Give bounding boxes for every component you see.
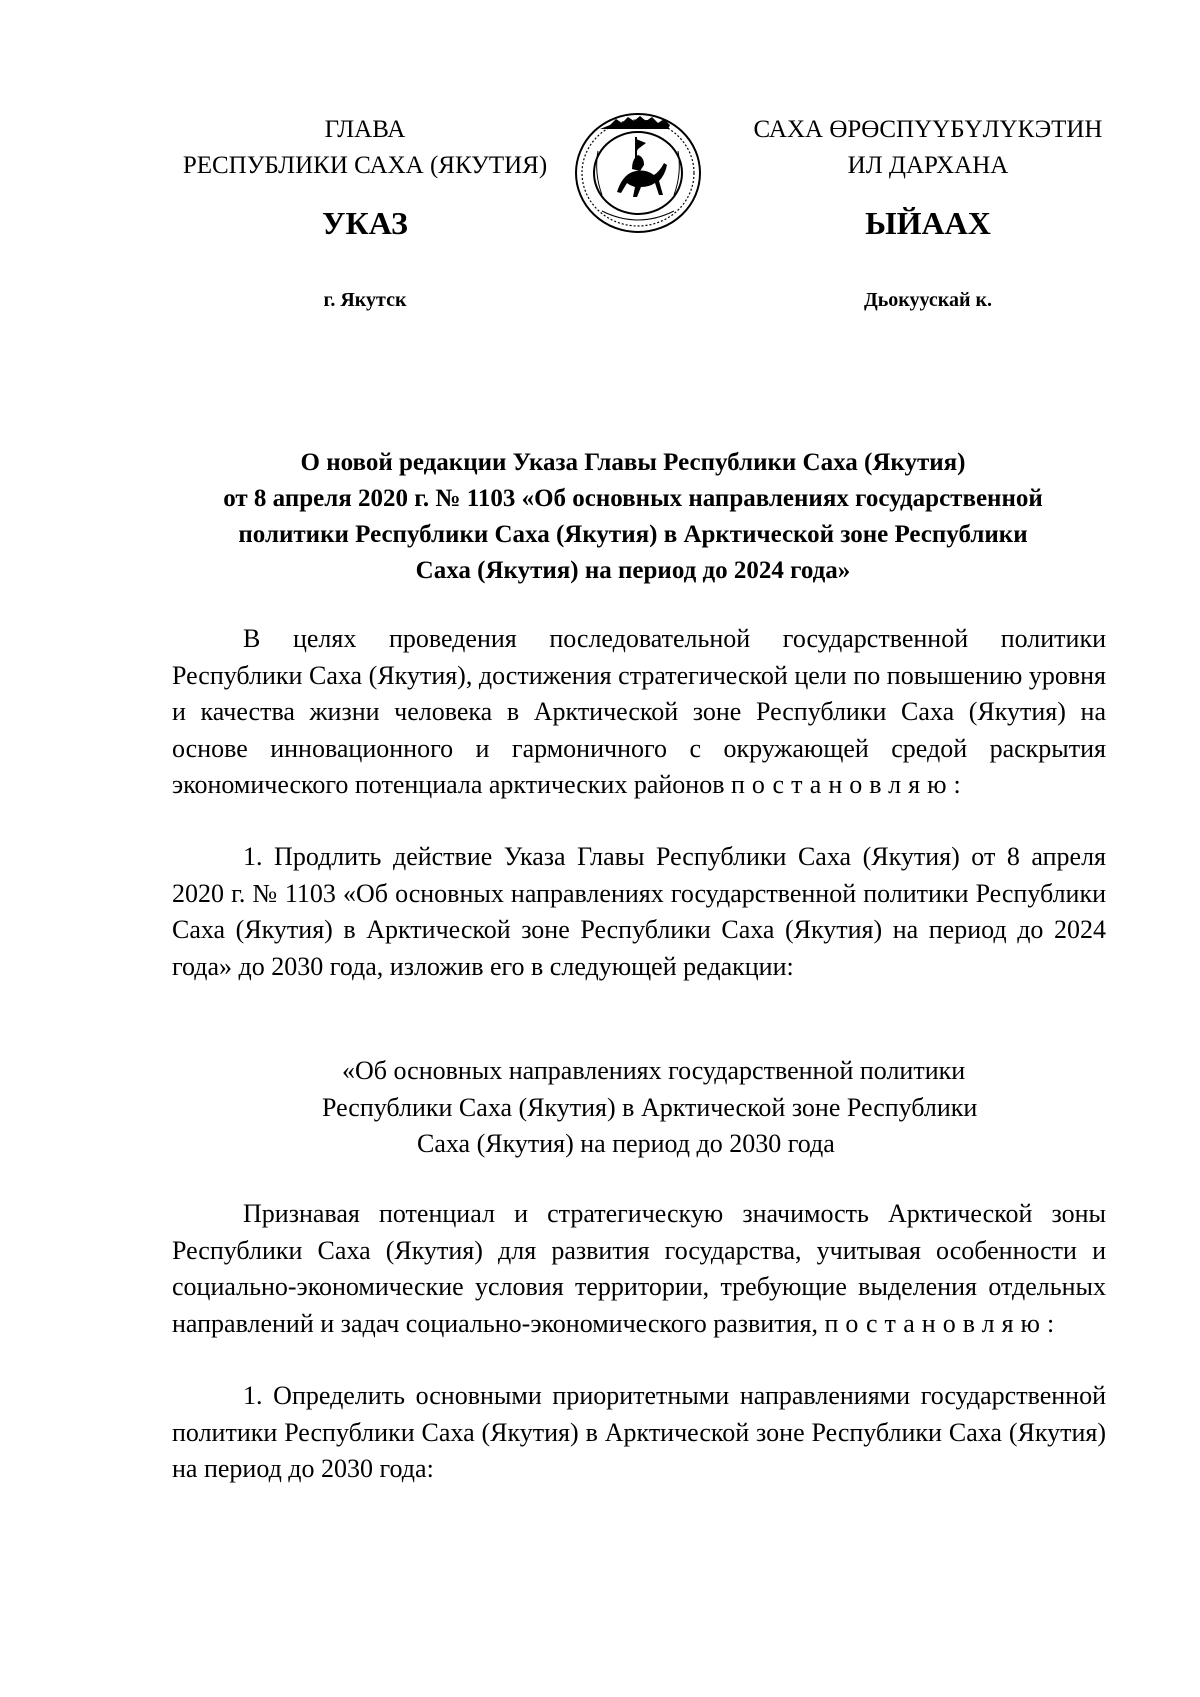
issuer-sah-line2: ИЛ ДАРХАНА xyxy=(847,152,1009,179)
title-line3: политики Республики Саха (Якутия) в Арктической зоне Республики xyxy=(238,521,1028,548)
decree-label-sah: ЫЙААХ xyxy=(865,205,991,241)
paragraph-preamble xyxy=(172,621,1106,804)
issuer-sah-line1: САХА ӨРӨСПҮҮБҮЛҮКЭТИН xyxy=(753,116,1103,143)
paragraph-recognition xyxy=(172,1196,1106,1342)
paragraph-item-1: 1. Продлить действие Указа Главы Республики Саха (Якутия) от 8 апреля 2020 г. № 1103 «Об основных направлениях государственной политики Республики Саха (Якутия) в Арктической зоне Республики Саха (Якутия) на период до 2024 года» до 2030 года, изложив его в следующей редакции: xyxy=(172,842,1106,981)
city-ru: г. Якутск xyxy=(323,289,407,311)
issuer-ru-line1: ГЛАВА xyxy=(324,116,406,143)
issuer-ru xyxy=(155,112,575,184)
title-line2: от 8 апреля 2020 г. № 1103 «Об основных направлениях государственной xyxy=(223,485,1043,512)
paragraph-priorities: 1. Определить основными приоритетными направлениями государственной политики Республики Саха (Якутия) в Арктической зоне Республики Саха (Якутия) на период до 2030 года: xyxy=(172,1381,1106,1483)
new-edition-title-line2: Республики Саха (Якутия) в Арктической зоне Республики xyxy=(322,1092,978,1122)
new-edition-title-line1: «Об основных направлениях государственной политики xyxy=(342,1056,966,1085)
new-edition-title-line3: Саха (Якутия) на период до 2030 года xyxy=(417,1129,835,1158)
decree-label-ru: УКАЗ xyxy=(322,205,408,241)
issuer-ru-line2: РЕСПУБЛИКИ САХА (ЯКУТИЯ) xyxy=(182,152,548,179)
coat-of-arms-seal-icon xyxy=(572,111,704,235)
city-sah: Дьокуускай к. xyxy=(863,289,993,311)
recognition-text: Признавая потенциал и стратегическую значимость Арктической зоны Республики Саха (Якутия) для развития государства, учитывая особенности и социально-экономические условия территории, требующие выделения отдельных направлений и задач социально-экономического развития, xyxy=(172,1199,1106,1338)
title-line1: О новой редакции Указа Главы Республики Саха (Якутия) xyxy=(300,449,966,476)
decree-word: постановляю: xyxy=(824,1308,1062,1338)
decree-word: постановляю: xyxy=(731,770,968,799)
preamble-text: В целях проведения последовательной государственной политики Республики Саха (Якутия), достижения стратегической цели по повышению уровня и качества жизни человека в Арктической зоне Республики Саха (Якутия) на основе инновационного и гармоничного с окружающей средой раскрытия экономического потенциала арктических районов xyxy=(172,624,1106,799)
new-edition-title xyxy=(172,1053,1106,1163)
document-title xyxy=(160,445,1106,589)
title-line4: Саха (Якутия) на период до 2024 года» xyxy=(415,557,851,584)
issuer-sah xyxy=(718,112,1138,184)
